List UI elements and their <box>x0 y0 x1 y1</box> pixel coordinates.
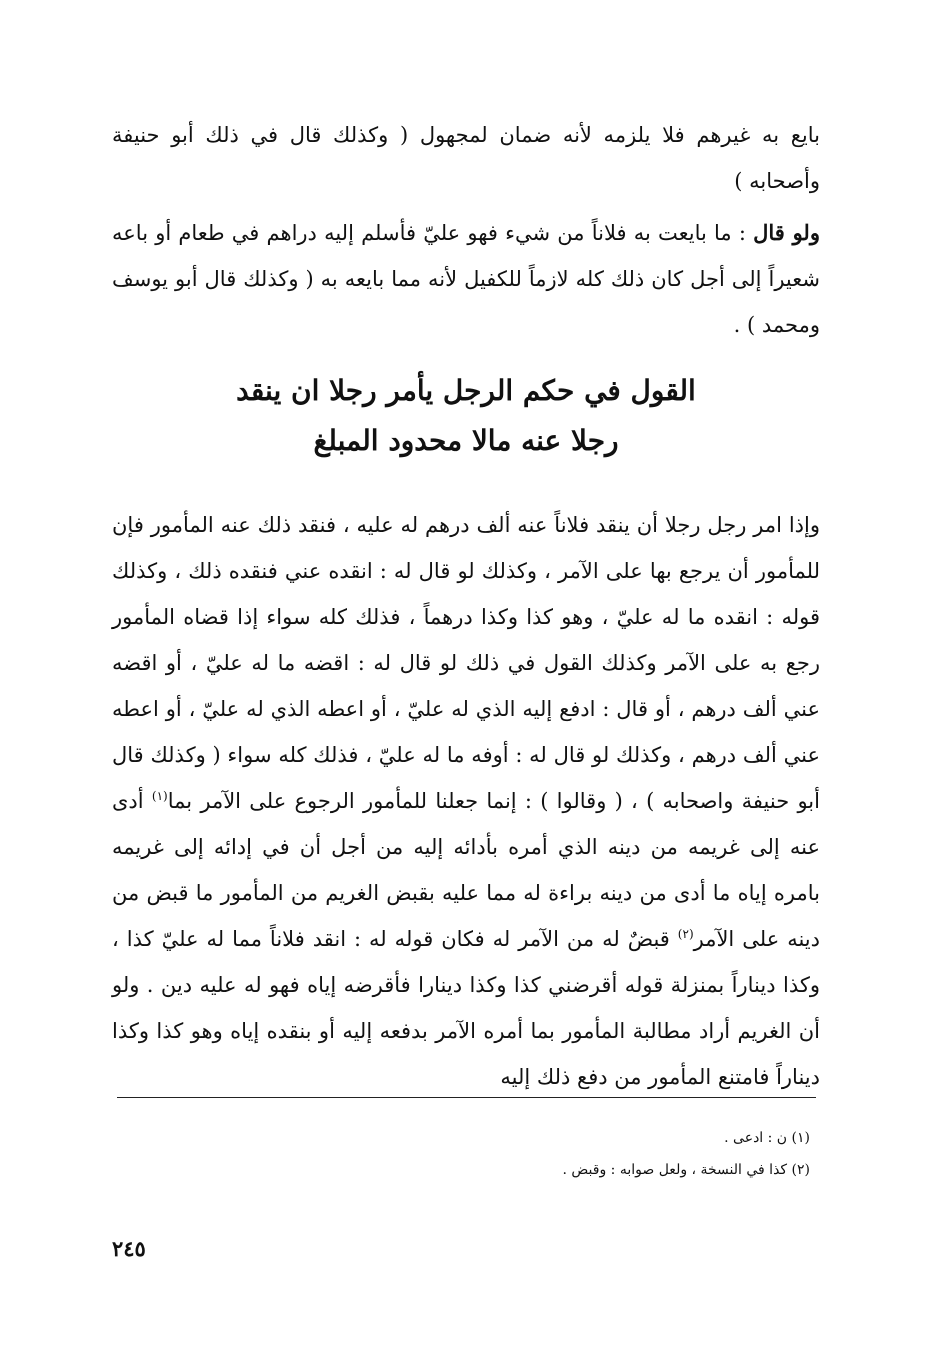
footnote-divider <box>117 1097 816 1098</box>
footnote-2: (٢) كذا في النسخة ، ولعل صوابه : وقبض . <box>562 1162 810 1178</box>
paragraph-3-body <box>112 502 820 1100</box>
paragraph-3-part-3: قبضٌ له من الآمر له فكان قوله له : انقد فلاناً مما له عليّ كذا ، وكذا ديناراً بمنزلة قوله أقرضني كذا وكذا دينارا فأقرضه إياه فهو له عليه دين . ولو أن الغريم أراد مطالبة المأمور بما أمره الآمر بدفعه إليه أو بنقده إياه وهو كذا وكذا ديناراً فامتنع المأمور من دفع ذلك إليه <box>112 927 820 1089</box>
section-heading <box>112 366 820 466</box>
paragraph-2 <box>112 210 820 348</box>
footnote-1: (١) ن : ادعى . <box>724 1130 810 1146</box>
footnote-ref-1: (١) <box>151 789 168 803</box>
footnote-ref-2: (٢) <box>677 927 694 941</box>
paragraph-1-text: بايع به غيرهم فلا يلزمه لأنه ضمان لمجهول ( وكذلك قال في ذلك أبو حنيفة وأصحابه ) <box>112 123 820 193</box>
section-heading-line-2: رجلا عنه مالا محدود المبلغ <box>313 424 619 457</box>
paragraph-3 <box>112 502 820 1100</box>
footnotes <box>112 1122 810 1186</box>
paragraph-3-part-2: أدى عنه إلى غريمه من دينه الذي أمره بأدائه إليه من أجل أن في إدائه إلى غريمه بامره إياه ما أدى من دينه براءة له مما عليه بقبض الغريم من المأمور ما قبض من دينه على الآمر <box>112 789 820 951</box>
section-heading-line-1: القول في حكم الرجل يأمر رجلا ان ينقد <box>236 374 696 407</box>
paragraph-2-lead: ولو قال <box>753 220 820 245</box>
paragraph-continuation <box>112 112 820 204</box>
paragraph-2-text: : ما بايعت به فلاناً من شيء فهو عليّ فأسلم إليه دراهم في طعام أو باعه شعيراً إلى أجل كان ذلك كله لازماً للكفيل لأنه مما بايعه به ( وكذلك قال أبو يوسف ومحمد ) . <box>112 221 820 337</box>
paragraph-3-part-1: وإذا امر رجل رجلا أن ينقد فلاناً عنه ألف درهم له عليه ، فنقد ذلك عنه المأمور فإن للمأمور أن يرجع بها على الآمر ، وكذلك لو قال له : انقده عني فنقده ذلك ، وكذلك قوله : انقده ما له عليّ ، وهو كذا وكذا درهماً ، فذلك كله سواء إذا قضاه المأمور رجع به على الآمر وكذلك القول في ذلك لو قال له : اقضه ما له عليّ ، أو اقضه عني ألف درهم ، أو قال : ادفع إليه الذي له عليّ ، أو اعطه الذي له عليّ ، أو اعطه عني ألف درهم ، وكذلك لو قال له : أوفه ما له عليّ ، فذلك كله سواء ( وكذلك قال أبو حنيفة واصحابه ) ، ( وقالوا ) : إنما جعلنا للمأمور الرجوع على الآمر بما <box>112 513 820 813</box>
paragraph-2-body <box>112 210 820 348</box>
page-number: ٢٤٥ <box>112 1236 146 1261</box>
